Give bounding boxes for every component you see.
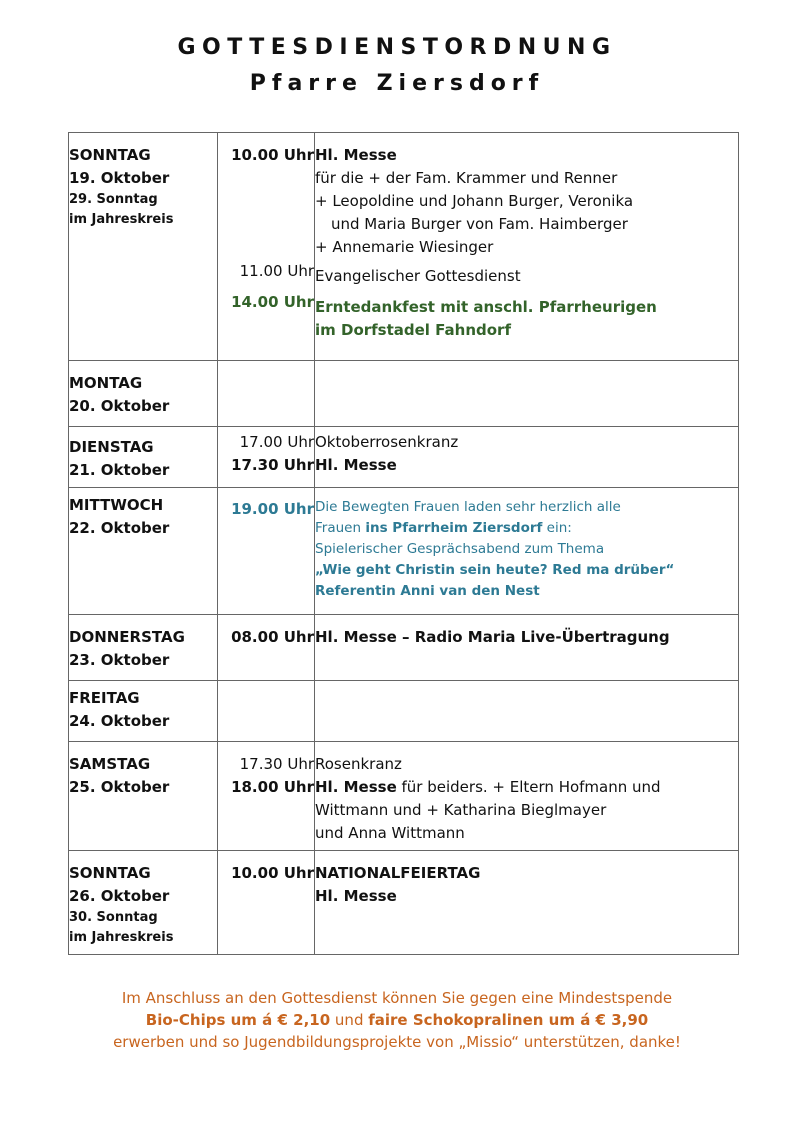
offer-bio-chips: Bio-Chips um á € 2,10	[145, 1011, 331, 1029]
time-value: 08.00 Uhr	[231, 628, 314, 646]
day-cell	[69, 742, 218, 851]
day-name: DIENSTAG	[69, 438, 154, 456]
footer-line	[0, 1009, 794, 1031]
day-name: SONNTAG	[69, 146, 151, 164]
event-text-part: Frauen	[315, 520, 366, 536]
day-cell	[69, 133, 218, 361]
footer-line: erwerben und so Jugendbildungsprojekte von „Missio“ unterstützen, danke!	[113, 1033, 681, 1051]
event-text-part: ein:	[542, 520, 572, 536]
day-cell	[69, 427, 218, 488]
time-cell	[218, 361, 315, 427]
day-cell	[69, 851, 218, 955]
day-note: 30. Sonntag	[69, 910, 158, 925]
time-value: 17.00 Uhr	[239, 433, 314, 451]
service-text: und Anna Wittmann	[315, 824, 465, 842]
service-title: Hl. Messe	[315, 456, 397, 474]
table-row	[69, 133, 739, 361]
service-text: für die + der Fam. Krammer und Renner	[315, 169, 618, 187]
table-row	[69, 851, 739, 955]
table-row	[69, 488, 739, 615]
day-date: 23. Oktober	[69, 651, 170, 669]
event-text: Spielerischer Gesprächsabend zum Thema	[315, 541, 605, 557]
day-note: im Jahreskreis	[69, 212, 174, 227]
desc-cell	[315, 615, 739, 681]
table-row	[69, 361, 739, 427]
desc-cell	[315, 488, 739, 615]
desc-cell	[315, 681, 739, 742]
service-title: Hl. Messe	[315, 778, 397, 796]
service-text	[315, 776, 738, 799]
page-title: GOTTESDIENSTORDNUNG	[177, 35, 617, 60]
service-text: Oktoberrosenkranz	[315, 433, 459, 451]
event-highlight: im Dorfstadel Fahndorf	[315, 321, 511, 339]
desc-cell	[315, 851, 739, 955]
event-speaker: Referentin Anni van den Nest	[315, 583, 540, 599]
day-note: im Jahreskreis	[69, 930, 174, 945]
time-value: 14.00 Uhr	[231, 293, 314, 311]
event-location: ins Pfarrheim Ziersdorf	[365, 520, 543, 536]
day-cell	[69, 488, 218, 615]
desc-cell	[315, 133, 739, 361]
time-value: 10.00 Uhr	[231, 146, 314, 164]
event-topic: „Wie geht Christin sein heute? Red ma drüber“	[315, 562, 675, 578]
footer-note	[0, 987, 794, 1053]
day-date: 19. Oktober	[69, 169, 170, 187]
day-cell	[69, 615, 218, 681]
service-text: Evangelischer Gottesdienst	[315, 267, 521, 285]
service-title: Hl. Messe	[315, 146, 397, 164]
day-name: MITTWOCH	[69, 496, 164, 514]
day-date: 20. Oktober	[69, 397, 170, 415]
desc-cell	[315, 361, 739, 427]
event-text	[315, 518, 738, 539]
time-cell	[218, 742, 315, 851]
offer-pralines: faire Schokopralinen um á € 3,90	[368, 1011, 649, 1029]
day-date: 22. Oktober	[69, 519, 170, 537]
service-text: + Leopoldine und Johann Burger, Veronika	[315, 192, 634, 210]
footer-text-part: und	[330, 1011, 369, 1029]
table-row	[69, 681, 739, 742]
day-date: 25. Oktober	[69, 778, 170, 796]
time-cell	[218, 851, 315, 955]
day-note: 29. Sonntag	[69, 192, 158, 207]
day-cell	[69, 361, 218, 427]
footer-line: Im Anschluss an den Gottesdienst können Sie gegen eine Mindestspende	[121, 989, 673, 1007]
day-name: FREITAG	[69, 689, 140, 707]
time-value: 19.00 Uhr	[231, 500, 314, 518]
service-title: Hl. Messe	[315, 887, 397, 905]
desc-cell	[315, 427, 739, 488]
time-value: 17.30 Uhr	[231, 456, 314, 474]
table-row	[69, 742, 739, 851]
time-cell	[218, 681, 315, 742]
holiday-title: NATIONALFEIERTAG	[315, 864, 481, 882]
desc-cell	[315, 742, 739, 851]
service-text-part: für beiders. + Eltern Hofmann und	[396, 778, 661, 796]
event-highlight: Erntedankfest mit anschl. Pfarrheurigen	[315, 298, 657, 316]
event-text: Die Bewegten Frauen laden sehr herzlich alle	[315, 499, 621, 515]
time-cell	[218, 133, 315, 361]
day-name: MONTAG	[69, 374, 143, 392]
time-cell	[218, 615, 315, 681]
service-title: Hl. Messe – Radio Maria Live-Übertragung	[315, 628, 670, 646]
time-value: 10.00 Uhr	[231, 864, 314, 882]
time-value: 17.30 Uhr	[239, 755, 314, 773]
service-text: Wittmann und + Katharina Bieglmayer	[315, 801, 607, 819]
time-value: 18.00 Uhr	[231, 778, 314, 796]
service-text: Rosenkranz	[315, 755, 402, 773]
page-subtitle: Pfarre Ziersdorf	[249, 71, 545, 96]
day-date: 21. Oktober	[69, 461, 170, 479]
day-name: DONNERSTAG	[69, 628, 185, 646]
schedule-table	[68, 132, 739, 955]
time-value: 11.00 Uhr	[239, 262, 314, 280]
table-row	[69, 615, 739, 681]
day-cell	[69, 681, 218, 742]
table-row	[69, 427, 739, 488]
page-header	[0, 34, 794, 98]
day-name: SAMSTAG	[69, 755, 151, 773]
service-text: + Annemarie Wiesinger	[315, 238, 494, 256]
day-name: SONNTAG	[69, 864, 151, 882]
day-date: 24. Oktober	[69, 712, 170, 730]
day-date: 26. Oktober	[69, 887, 170, 905]
time-cell	[218, 427, 315, 488]
time-cell	[218, 488, 315, 615]
service-text: und Maria Burger von Fam. Haimberger	[331, 215, 628, 233]
